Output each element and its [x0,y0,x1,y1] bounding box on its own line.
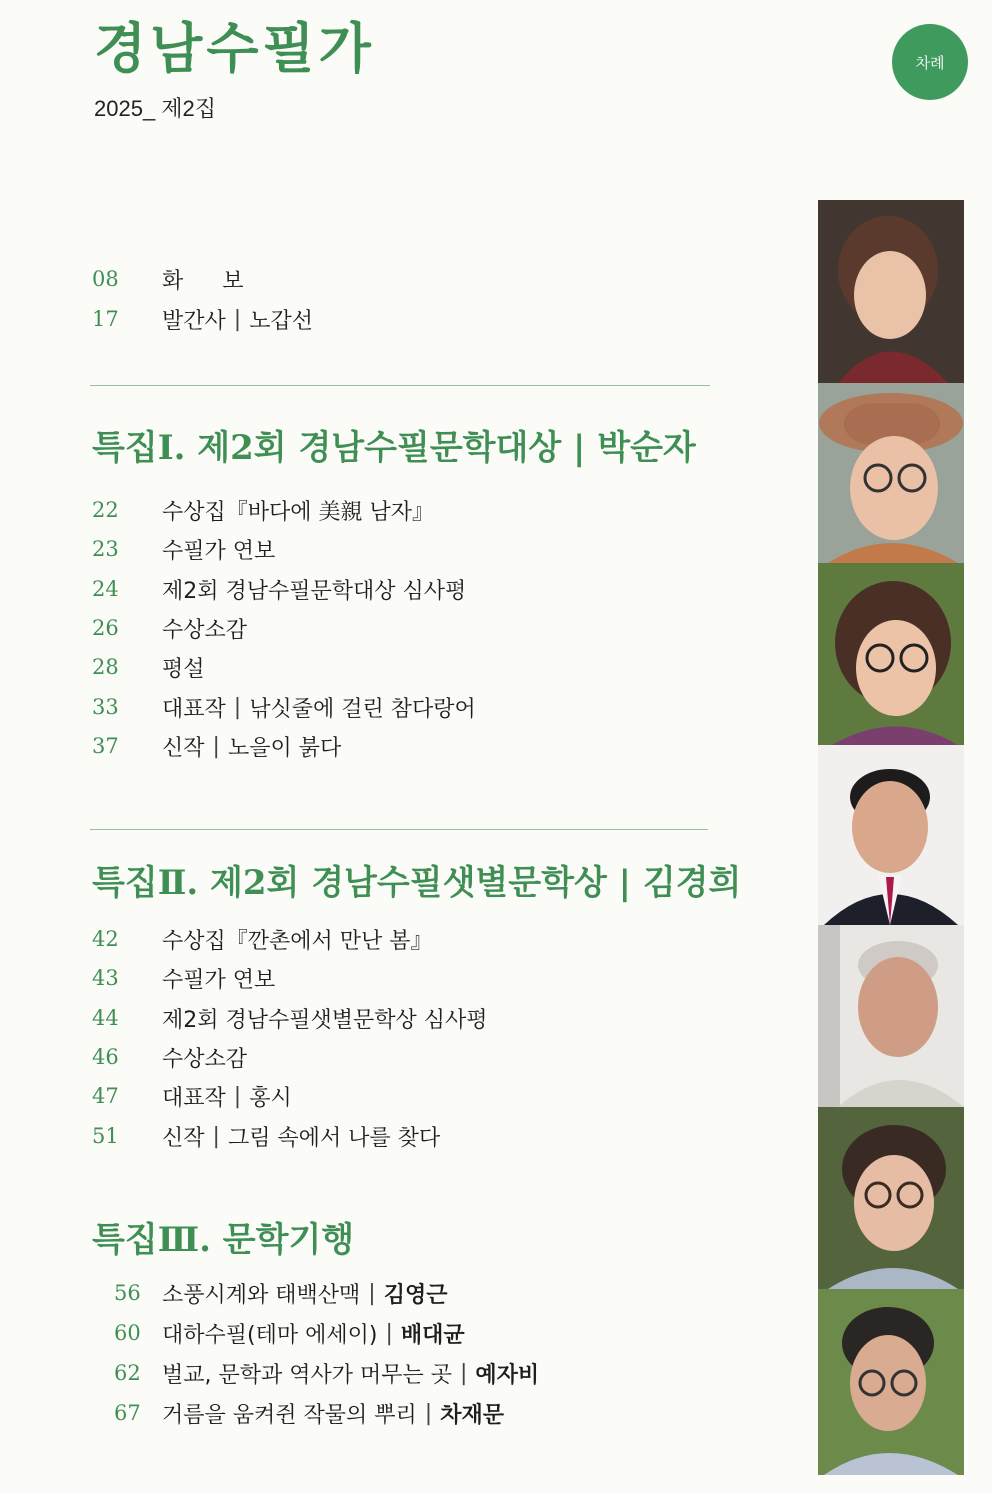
page-number: 42 [92,927,119,951]
toc-row[interactable] [92,532,275,566]
toc-row[interactable] [92,1396,504,1430]
toc-row[interactable] [92,1356,539,1390]
entry-title: 수필가 연보 [162,538,276,564]
entry-title: 벌교, 문학과 역사가 머무는 곳 [162,1362,452,1388]
toc-row[interactable] [92,922,433,956]
entry-title: 대하수필(테마 에세이) [162,1322,378,1348]
toc-row[interactable] [92,493,434,527]
section-divider [90,385,710,386]
section-divider [90,829,708,830]
entry-title: 대표작 [162,696,226,722]
section-title: 특집Ⅰ. 제2회 경남수필문학대상 | 박순자 [92,428,696,468]
page-number: 17 [92,307,119,331]
portrait-photo [818,1107,964,1289]
entry-author: 배대균 [400,1322,465,1348]
entry-title: 화 보 [162,268,260,294]
toc-row[interactable] [92,650,205,684]
toc-row[interactable] [92,572,466,606]
separator: | [385,1320,393,1346]
entry-title: 수상집『깐촌에서 만난 봄』 [162,928,433,954]
entry-title: 신작 [162,735,205,761]
portrait-photo [818,1289,964,1475]
entry-title: 소풍시계와 태백산맥 [162,1282,361,1308]
entry-author: 차재문 [440,1402,504,1428]
page-number: 23 [92,537,119,561]
page-number: 24 [92,577,119,601]
toc-row[interactable] [92,690,476,724]
issue-label: 2025_ 제2집 [94,96,217,121]
separator: | [233,1083,242,1109]
toc-row[interactable] [92,1001,488,1035]
page-number: 37 [92,734,119,758]
entry-subtitle: 낚싯줄에 걸린 참다랑어 [249,696,476,722]
page-number: 33 [92,695,119,719]
entry-title: 거름을 움켜쥔 작물의 뿌리 [162,1402,417,1428]
page-number: 08 [92,267,119,291]
page-number: 62 [114,1361,141,1385]
entry-title: 수상집『바다에 美親 남자』 [162,499,435,525]
separator: | [212,733,220,759]
separator: | [424,1400,433,1426]
separator: | [233,306,242,332]
portrait-photo [818,563,964,745]
toc-row[interactable] [92,262,260,296]
toc-row[interactable] [92,1119,440,1153]
entry-title: 수상소감 [162,1046,248,1072]
portrait-strip [818,200,964,1475]
toc-row[interactable] [92,961,275,995]
entry-title: 수필가 연보 [162,967,276,993]
page-number: 51 [92,1124,119,1148]
entry-author: 노갑선 [249,308,313,334]
page-number: 46 [92,1045,119,1069]
separator: | [460,1360,468,1386]
page-number: 67 [114,1401,141,1425]
entry-title: 제2회 경남수필문학대상 심사평 [162,578,467,604]
entry-subtitle: 홍시 [249,1085,292,1111]
portrait-photo [818,925,964,1107]
page-number: 22 [92,498,119,522]
page-number: 26 [92,616,119,640]
toc-badge: 차례 [892,24,968,100]
entry-title: 대표작 [162,1085,226,1111]
entry-title: 제2회 경남수필샛별문학상 심사평 [162,1007,488,1033]
entry-title: 신작 [162,1125,205,1151]
entry-author: 예자비 [475,1362,540,1388]
page-number: 56 [114,1281,141,1305]
section-title: 특집Ⅲ. 문학기행 [92,1220,355,1260]
entry-title: 발간사 [162,308,226,334]
entry-title: 평설 [162,656,205,682]
section-title: 특집Ⅱ. 제2회 경남수필샛별문학상 | 김경희 [92,863,742,903]
toc-row[interactable] [92,1079,292,1113]
entry-author: 김영근 [383,1282,448,1308]
entry-subtitle: 그림 속에서 나를 찾다 [227,1125,441,1151]
toc-row[interactable] [92,1040,247,1074]
separator: | [368,1280,376,1306]
page-number: 47 [92,1084,119,1108]
page-number: 28 [92,655,119,679]
separator: | [212,1123,220,1149]
toc-row[interactable] [92,1316,465,1350]
entry-subtitle: 노을이 붉다 [227,735,342,761]
page-number: 44 [92,1006,119,1030]
toc-row[interactable] [92,1276,447,1310]
page-number: 60 [114,1321,141,1345]
portrait-photo [818,745,964,925]
journal-title: 경남수필가 [94,17,375,80]
toc-row[interactable] [92,302,313,336]
separator: | [233,694,242,720]
portrait-photo [818,383,964,563]
toc-row[interactable] [92,611,247,645]
entry-title: 수상소감 [162,617,248,643]
page-number: 43 [92,966,119,990]
toc-row[interactable] [92,729,341,763]
portrait-photo [818,200,964,383]
